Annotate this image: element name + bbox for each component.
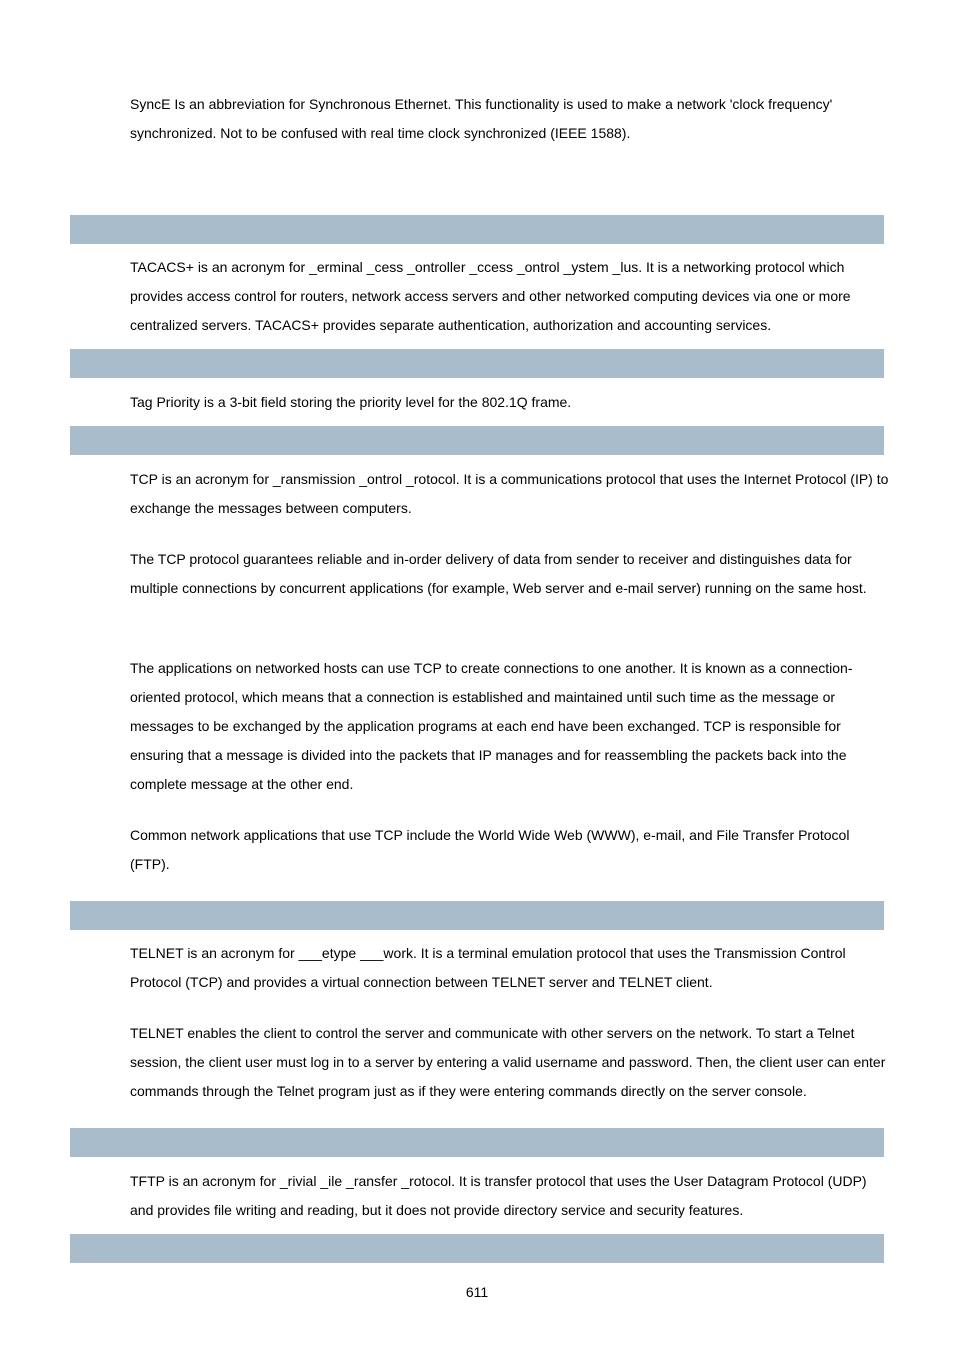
section-bar-next <box>70 1234 884 1263</box>
tacacs-paragraph: TACACS+ is an acronym for _erminal _cess _ontroller _ccess _ontrol _ystem _lus. It is a networking protocol which provides access control for routers, network access servers and other networked computing devices via one or more centralized servers. TACACS+ provides separate authentication, authorization and accounting services. <box>130 259 851 333</box>
section-bar-telnet <box>70 901 884 930</box>
section-bar-tacacs <box>70 215 884 244</box>
section-bar-tcp <box>70 426 884 455</box>
tcp-paragraph-2: The TCP protocol guarantees reliable and in-order delivery of data from sender to receiver and distinguishes data for multiple connections by concurrent applications (for example, Web server and e-mail server) running on the same host. <box>130 551 867 596</box>
telnet-paragraph-1: TELNET is an acronym for ___etype ___work. It is a terminal emulation protocol that uses the Transmission Control Protocol (TCP) and provides a virtual connection between TELNET server and TELNET client. <box>130 945 846 990</box>
tcp-paragraph-4: Common network applications that use TCP include the World Wide Web (WWW), e-mail, and File Transfer Protocol (FTP). <box>130 827 850 872</box>
tcp-paragraph-1: TCP is an acronym for _ransmission _ontrol _rotocol. It is a communications protocol that uses the Internet Protocol (IP) to exchange the messages between computers. <box>130 471 889 516</box>
tcp-paragraph-3: The applications on networked hosts can use TCP to create connections to one another. It is known as a connection-oriented protocol, which means that a connection is established and maintained until such time as the message or messages to be exchanged by the application programs at each end have been exchanged. TCP is responsible for ensuring that a message is divided into the packets that IP manages and for reassembling the packets back into the complete message at the other end. <box>130 660 853 792</box>
tag-priority-paragraph: Tag Priority is a 3-bit field storing the priority level for the 802.1Q frame. <box>130 394 572 410</box>
synce-paragraph: SyncE Is an abbreviation for Synchronous Ethernet. This functionality is used to make a network 'clock frequency' synchronized. Not to be confused with real time clock synchronized (IEEE 1588). <box>130 96 833 141</box>
telnet-paragraph-2: TELNET enables the client to control the server and communicate with other servers on the network. To start a Telnet session, the client user must log in to a server by entering a valid username and password. Then, the client user can enter commands through the Telnet program just as if they were entering commands directly on the server console. <box>130 1025 886 1099</box>
page-number: 611 <box>465 1284 489 1300</box>
section-bar-tag-priority <box>70 349 884 378</box>
tftp-paragraph: TFTP is an acronym for _rivial _ile _ransfer _rotocol. It is transfer protocol that uses the User Datagram Protocol (UDP) and provides file writing and reading, but it does not provide directory service and security features. <box>130 1173 867 1218</box>
section-bar-tftp <box>70 1128 884 1157</box>
